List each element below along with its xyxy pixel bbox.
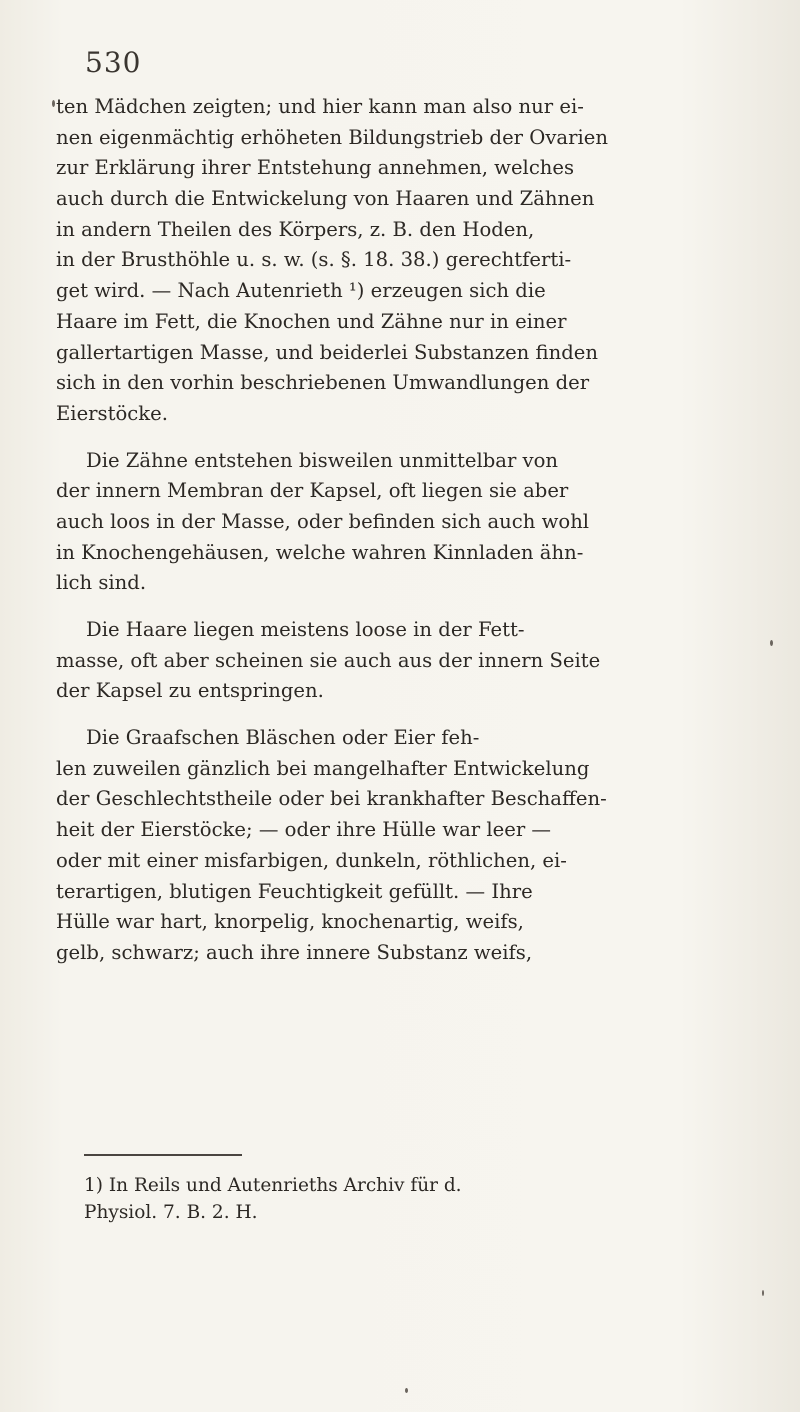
text-line: auch durch die Entwickelung von Haaren und Zähnen	[56, 187, 595, 211]
text-line: der innern Membran der Kapsel, oft liegen sie aber	[56, 479, 569, 503]
text-line: in Knochengehäusen, welche wahren Kinnladen ähn-	[56, 540, 584, 564]
text-line: zur Erklärung ihrer Entstehung annehmen, welches	[56, 156, 575, 180]
text-line: ten Mädchen zeigten; und hier kann man also nur ei-	[56, 95, 584, 118]
text-line: sich in den vorhin beschriebenen Umwandlungen der	[56, 371, 590, 395]
footnote-divider	[84, 1154, 242, 1156]
paper-speck	[405, 1388, 408, 1393]
text-line: gelb, schwarz; auch ihre innere Substanz weifs,	[56, 940, 533, 964]
text-line: der Geschlechtstheile oder bei krankhafter Beschaffen-	[56, 787, 607, 811]
text-line: Eierstöcke.	[56, 401, 168, 425]
text-line: gallertartigen Masse, und beiderlei Substanzen finden	[56, 340, 598, 364]
text-line: oder mit einer misfarbigen, dunkeln, röthlichen, ei-	[56, 848, 567, 872]
text-line: masse, oft aber scheinen sie auch aus der innern Seite	[56, 648, 601, 672]
paper-speck	[52, 100, 55, 107]
text-line: Haare im Fett, die Knochen und Zähne nur in einer	[56, 309, 567, 333]
text-line: Die Graafschen Bläschen oder Eier feh-	[86, 726, 480, 750]
text-line: Die Haare liegen meistens loose in der Fett-	[86, 618, 525, 641]
text-line: get wird. — Nach Autenrieth ¹) erzeugen sich die	[56, 279, 546, 303]
text-line: auch loos in der Masse, oder befinden sich auch wohl	[56, 509, 590, 533]
text-line: Die Zähne entstehen bisweilen unmittelbar von	[86, 448, 559, 472]
body-text	[56, 92, 768, 969]
footnote-line: Physiol. 7. B. 2. H.	[84, 1202, 258, 1223]
paper-speck	[762, 1290, 764, 1296]
text-line: terartigen, blutigen Feuchtigkeit gefüllt. — Ihre	[56, 879, 533, 903]
text-line: in andern Theilen des Körpers, z. B. den Hoden,	[56, 217, 535, 241]
paper-speck	[770, 640, 773, 646]
page-number: 530	[85, 46, 142, 79]
text-line: nen eigenmächtig erhöheten Bildungstrieb der Ovarien	[56, 125, 608, 149]
text-line: der Kapsel zu entspringen.	[56, 679, 324, 703]
text-line: heit der Eierstöcke; — oder ihre Hülle war leer —	[56, 818, 552, 842]
footnote	[84, 1172, 744, 1226]
footnote-line: 1) In Reils und Autenrieths Archiv für d.	[84, 1175, 462, 1196]
text-line: len zuweilen gänzlich bei mangelhafter Entwickelung	[56, 756, 590, 780]
text-line: Hülle war hart, knorpelig, knochenartig, weifs,	[56, 910, 524, 934]
text-line: lich sind.	[56, 571, 147, 595]
text-line: in der Brusthöhle u. s. w. (s. §. 18. 38.) gerechtferti-	[56, 248, 572, 272]
